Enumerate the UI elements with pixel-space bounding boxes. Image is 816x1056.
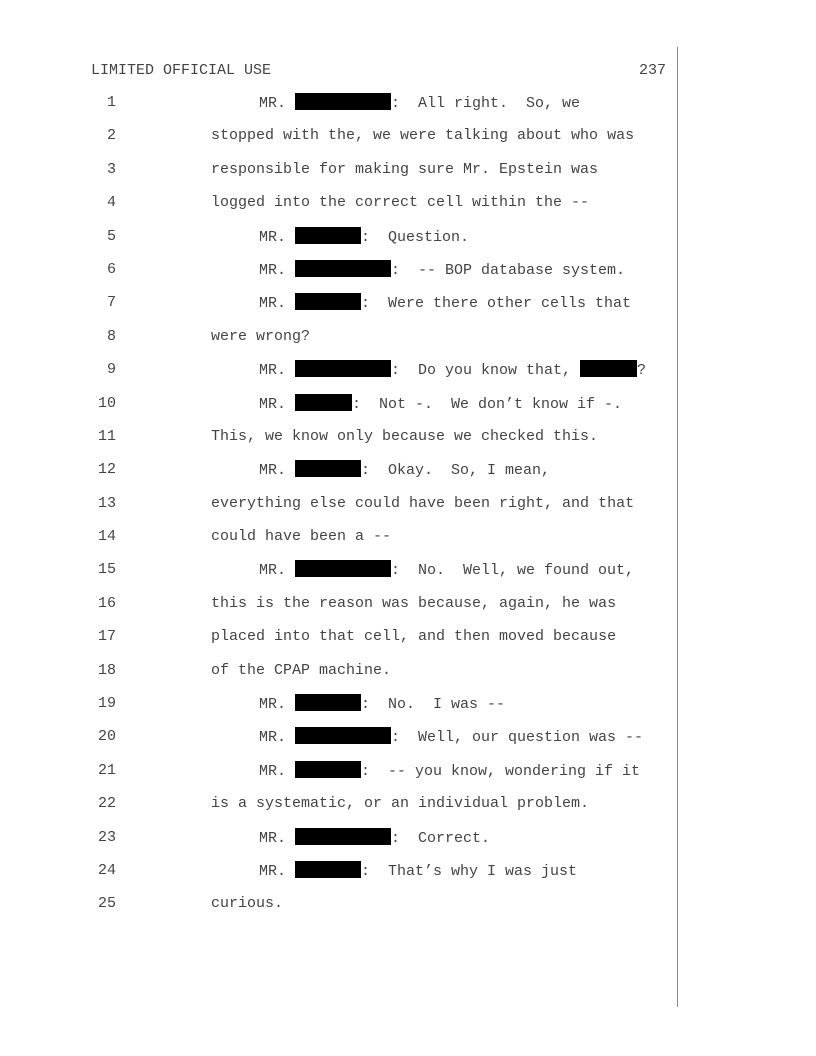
line-text: curious. [211, 895, 284, 913]
transcript-lines [0, 93, 816, 928]
redaction-box [295, 727, 391, 744]
speaker-prefix: MR. [259, 395, 296, 413]
transcript-line [0, 627, 816, 660]
line-number: 6 [106, 260, 116, 278]
redaction-box [295, 828, 391, 845]
line-number: 2 [106, 127, 116, 145]
line-text: : No. Well, we found out, [391, 562, 635, 580]
transcript-line [0, 527, 816, 560]
transcript-line [0, 594, 816, 627]
line-text: This, we know only because we checked this. [211, 427, 599, 445]
speaker-line [259, 360, 646, 381]
line-number: 12 [97, 461, 116, 479]
transcript-line [0, 794, 816, 827]
line-number: 11 [97, 427, 116, 445]
line-text-end: ? [637, 362, 647, 380]
transcript-line [0, 460, 816, 493]
line-number: 16 [97, 594, 116, 612]
line-text: responsible for making sure Mr. Epstein was [211, 160, 599, 178]
line-number: 9 [106, 361, 116, 379]
line-text: : Do you know that, [391, 362, 581, 380]
redaction-box [295, 360, 391, 377]
line-number: 1 [106, 94, 116, 111]
line-text: : Question. [361, 228, 470, 246]
speaker-line [259, 460, 550, 481]
transcript-line [0, 193, 816, 226]
transcript-line [0, 327, 816, 360]
transcript-line [0, 560, 816, 593]
transcript-line [0, 160, 816, 193]
transcript-line [0, 694, 816, 727]
line-text: : -- you know, wondering if it [361, 762, 641, 780]
line-number: 20 [97, 728, 116, 746]
speaker-prefix: MR. [259, 562, 296, 580]
line-number: 15 [97, 561, 116, 579]
line-number: 23 [97, 828, 116, 846]
speaker-line [259, 694, 505, 715]
line-text: : All right. So, we [391, 95, 581, 112]
line-number: 3 [106, 160, 116, 178]
speaker-line [259, 761, 640, 782]
transcript-line [0, 360, 816, 393]
transcript-line [0, 260, 816, 293]
speaker-line [259, 861, 577, 882]
redaction-box [295, 293, 361, 310]
page-number: 237 [638, 62, 666, 79]
transcript-line [0, 293, 816, 326]
redaction-box [295, 761, 361, 778]
speaker-prefix: MR. [259, 729, 296, 747]
speaker-line [259, 828, 490, 849]
line-number: 18 [97, 661, 116, 679]
line-number: 14 [97, 528, 116, 546]
transcript-line [0, 227, 816, 260]
line-text: : Correct. [391, 829, 491, 847]
redaction-box [295, 260, 391, 277]
speaker-prefix: MR. [259, 228, 296, 246]
line-number: 4 [106, 194, 116, 212]
transcript-line [0, 894, 816, 927]
line-number: 22 [97, 795, 116, 813]
redaction-box [295, 93, 391, 110]
transcript-line [0, 427, 816, 460]
speaker-prefix: MR. [259, 462, 296, 480]
line-number: 25 [97, 895, 116, 913]
line-number: 17 [97, 628, 116, 646]
transcript-line [0, 828, 816, 861]
line-text: : That’s why I was just [361, 862, 578, 880]
line-text: stopped with the, we were talking about who was [211, 127, 635, 145]
transcript-line [0, 761, 816, 794]
line-number: 5 [106, 227, 116, 245]
classification-header: LIMITED OFFICIAL USE [91, 62, 272, 79]
line-text: logged into the correct cell within the -- [211, 194, 590, 212]
line-number: 19 [97, 695, 116, 713]
speaker-prefix: MR. [259, 829, 296, 847]
line-text: were wrong? [211, 327, 311, 345]
line-text: : Okay. So, I mean, [361, 462, 551, 480]
speaker-prefix: MR. [259, 295, 296, 313]
speaker-prefix: MR. [259, 696, 296, 714]
speaker-line [259, 293, 631, 314]
redaction-box [295, 694, 361, 711]
speaker-prefix: MR. [259, 261, 296, 279]
redaction-box [580, 360, 637, 377]
line-number: 21 [97, 761, 116, 779]
line-text: is a systematic, or an individual problem. [211, 795, 590, 813]
line-number: 10 [97, 394, 116, 412]
line-number: 7 [106, 294, 116, 312]
line-number: 24 [97, 861, 116, 879]
line-text: this is the reason was because, again, he was [211, 594, 617, 612]
speaker-prefix: MR. [259, 762, 296, 780]
transcript-line [0, 861, 816, 894]
speaker-line [259, 93, 580, 114]
transcript-line [0, 661, 816, 694]
transcript-line [0, 126, 816, 159]
redaction-box [295, 560, 391, 577]
line-text: of the CPAP machine. [211, 661, 392, 679]
redaction-box [295, 227, 361, 244]
line-text: : -- BOP database system. [391, 261, 626, 279]
speaker-line [259, 227, 469, 248]
line-text: could have been a -- [211, 528, 392, 546]
speaker-line [259, 560, 634, 581]
redaction-box [295, 394, 352, 411]
speaker-prefix: MR. [259, 95, 296, 112]
speaker-line [259, 727, 643, 748]
line-text: placed into that cell, and then moved because [211, 628, 617, 646]
line-text: : Were there other cells that [361, 295, 632, 313]
line-number: 8 [106, 327, 116, 345]
transcript-line [0, 494, 816, 527]
speaker-line [259, 394, 622, 415]
line-text: : No. I was -- [361, 696, 506, 714]
line-text: : Not -. We don’t know if -. [352, 395, 623, 413]
transcript-line [0, 727, 816, 760]
speaker-line [259, 260, 625, 281]
line-text: : Well, our question was -- [391, 729, 644, 747]
transcript-line [0, 394, 816, 427]
speaker-prefix: MR. [259, 362, 296, 380]
line-text: everything else could have been right, and that [211, 494, 635, 512]
speaker-prefix: MR. [259, 862, 296, 880]
line-number: 13 [97, 494, 116, 512]
transcript-line [0, 93, 816, 126]
redaction-box [295, 861, 361, 878]
redaction-box [295, 460, 361, 477]
